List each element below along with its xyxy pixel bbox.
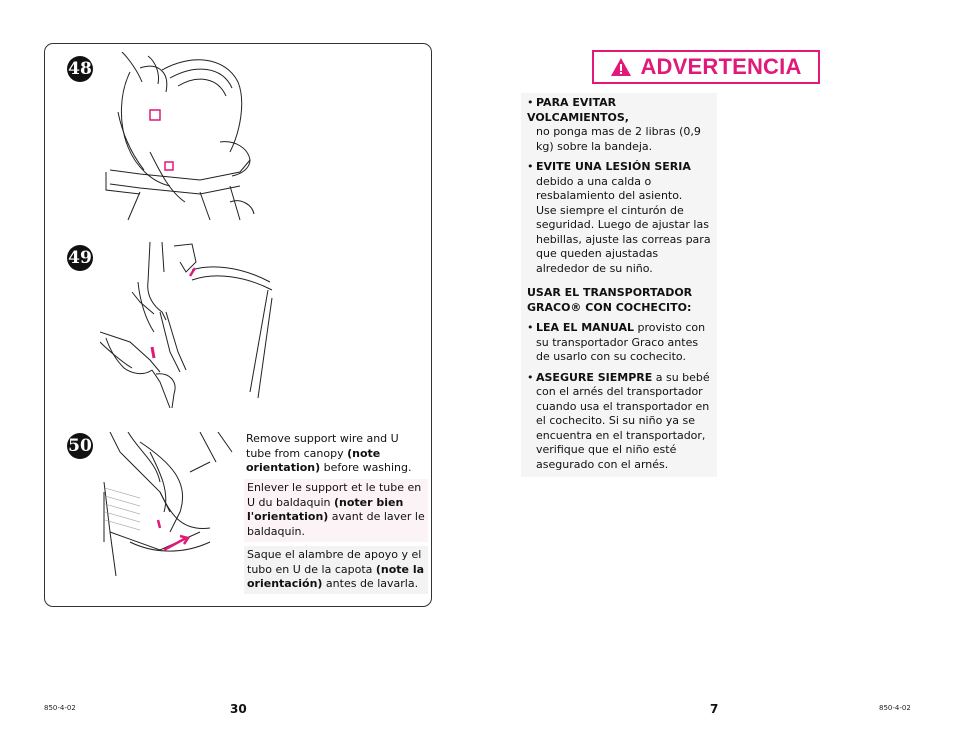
right-page-number: 7	[710, 702, 719, 716]
instruction-spanish-text2: antes de lavarla.	[322, 577, 419, 590]
instruction-english	[246, 432, 418, 476]
instruction-french	[244, 479, 428, 542]
bullet-icon: •	[527, 96, 534, 109]
warning-item-body: a su bebé con el arnés del transportador cuando usa el transportador en el cochecito. Si su niño ya se encuentra en el transportador, verifique que el niño esté asegurado con el arnés.	[536, 370, 710, 471]
warning-item-body-2: Use siempre el cinturón de seguridad. Luego de ajustar las hebillas, ajuste las correas para que queden ajustadas alrededor de su niño.	[536, 203, 711, 275]
warning-item-body: provisto con su transportador Graco antes de usarlo con su cochecito.	[536, 321, 706, 363]
instruction-english-bold: (note orientation)	[246, 446, 381, 474]
carrier-subheading: USAR EL TRANSPORTADOR GRACO® CON COCHECITO:	[527, 286, 693, 314]
warning-item-head: LEA EL MANUAL	[536, 321, 635, 334]
instruction-english-text1: Remove support wire and U tube from canopy	[246, 432, 399, 460]
bullet-icon: •	[527, 321, 534, 334]
instruction-spanish-bold: (note la orientación)	[247, 562, 425, 590]
left-doc-code: 850-4-02	[44, 704, 76, 712]
instruction-french-text1: Enlever le support et le tube en U du baldaquin	[247, 481, 422, 509]
warning-triangle-icon	[610, 57, 632, 77]
step-48-illustration	[100, 52, 270, 224]
warning-item-head: PARA EVITAR VOLCAMIENTOS,	[527, 96, 629, 124]
warning-banner	[592, 50, 820, 84]
instruction-french-bold: (noter bien l'orientation)	[247, 495, 404, 523]
warning-item-body: no ponga mas de 2 libras (0,9 kg) sobre la bandeja.	[536, 125, 701, 153]
step-49-badge: 49	[67, 245, 93, 271]
step-50-illustration	[100, 432, 240, 576]
step-48-badge: 48	[67, 56, 93, 82]
warning-item-head: ASEGURE SIEMPRE	[536, 370, 653, 384]
instruction-english-text2: before washing.	[320, 461, 412, 474]
bullet-icon: •	[527, 370, 534, 384]
instruction-french-text2: avant de laver le baldaquin.	[247, 510, 425, 538]
left-page-number: 30	[230, 702, 247, 716]
warning-item-head: EVITE UNA LESIÓN SERIA	[536, 160, 691, 173]
warning-item-injury	[527, 160, 711, 276]
warning-item-body: debido a una calda o resbalamiento del asiento.	[536, 174, 683, 202]
warning-item-manual	[527, 321, 711, 365]
warning-title: ADVERTENCIA	[640, 54, 802, 79]
instruction-spanish	[244, 546, 428, 594]
instruction-spanish-text1: Saque el alambre de apoyo y el tubo en U de la capota	[247, 548, 422, 576]
right-doc-code: 850-4-02	[879, 704, 911, 712]
step-49-illustration	[100, 242, 275, 408]
warning-item-harness	[527, 371, 711, 473]
step-50-badge: 50	[67, 433, 93, 459]
bullet-icon: •	[527, 160, 534, 173]
warning-panel	[521, 93, 717, 477]
warning-item-tipping	[527, 96, 711, 154]
